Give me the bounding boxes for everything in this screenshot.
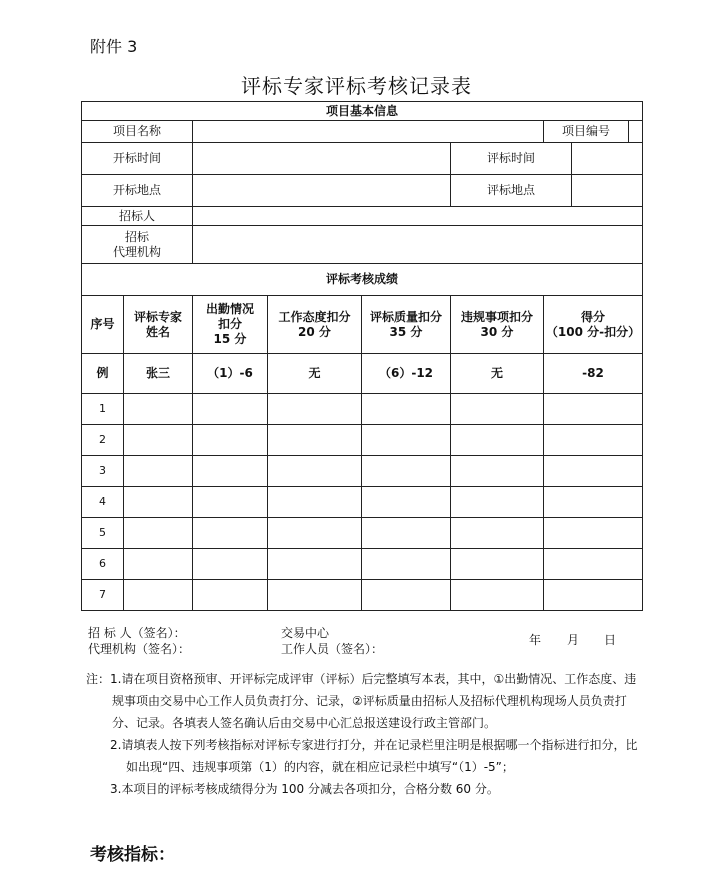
- score-cell[interactable]: [544, 487, 643, 518]
- expert-cell[interactable]: [124, 518, 193, 549]
- attendance-cell[interactable]: [193, 518, 268, 549]
- date-day: 日: [604, 633, 617, 647]
- example-violation: 无: [451, 354, 544, 394]
- score-row: [82, 549, 643, 580]
- col-expert-line2: 姓名: [145, 324, 170, 339]
- col-attitude-line1: 工作态度扣分: [278, 309, 351, 324]
- violation-cell[interactable]: [451, 456, 544, 487]
- eval-time-field[interactable]: [572, 143, 643, 175]
- violation-cell[interactable]: [451, 518, 544, 549]
- tenderer-label: 招标人: [82, 207, 193, 226]
- col-quality-line2: 35 分: [389, 324, 423, 339]
- example-name: 张三: [124, 354, 193, 394]
- tenderer-field[interactable]: [193, 207, 643, 226]
- indicator-heading: 考核指标：: [90, 845, 175, 865]
- agency-label-line2: 代理机构: [112, 244, 161, 259]
- evaluation-record-table: [81, 101, 643, 611]
- attitude-cell[interactable]: [268, 487, 362, 518]
- example-attendance: （1）-6: [193, 354, 268, 394]
- score-row: [82, 518, 643, 549]
- agency-signature: 代理机构（签名）：: [88, 642, 191, 656]
- note-2: 2.请填表人按下列考核指标对评标专家进行打分，并在记录栏里注明是根据哪一个指标进行扣分，比如出现“四、违规事项第（1）的内容，就在相应记录栏中填写“（1）-5”；: [110, 738, 638, 774]
- expert-cell[interactable]: [124, 549, 193, 580]
- row-seq: 2: [82, 425, 124, 456]
- row-seq: 6: [82, 549, 124, 580]
- quality-cell[interactable]: [362, 549, 451, 580]
- agency-label-line1: 招标: [124, 229, 149, 244]
- expert-cell[interactable]: [124, 487, 193, 518]
- tenderer-signature: 招 标 人（签名）：: [88, 626, 186, 640]
- quality-cell[interactable]: [362, 580, 451, 611]
- col-expert-line1: 评标专家: [133, 309, 182, 324]
- eval-place-field[interactable]: [572, 175, 643, 207]
- attitude-cell[interactable]: [268, 425, 362, 456]
- score-row: [82, 580, 643, 611]
- score-cell[interactable]: [544, 580, 643, 611]
- agency-label: [82, 226, 193, 264]
- col-attendance-line1: 出勤情况: [205, 302, 254, 316]
- eval-place-label: 评标地点: [451, 175, 572, 207]
- attitude-cell[interactable]: [268, 394, 362, 425]
- col-quality: [362, 296, 451, 354]
- attitude-cell[interactable]: [268, 518, 362, 549]
- project-name-label: 项目名称: [82, 121, 193, 143]
- score-row: [82, 394, 643, 425]
- score-cell[interactable]: [544, 549, 643, 580]
- violation-cell[interactable]: [451, 425, 544, 456]
- col-attitude: [268, 296, 362, 354]
- example-row: [82, 354, 643, 394]
- row-seq: 3: [82, 456, 124, 487]
- col-violation: [451, 296, 544, 354]
- col-seq: 序号: [82, 296, 124, 354]
- expert-cell[interactable]: [124, 580, 193, 611]
- score-row: [82, 425, 643, 456]
- project-name-field[interactable]: [193, 121, 544, 143]
- open-time-field[interactable]: [193, 143, 451, 175]
- col-violation-line2: 30 分: [480, 324, 514, 339]
- center-label: 交易中心: [281, 626, 330, 640]
- attendance-cell[interactable]: [193, 425, 268, 456]
- expert-cell[interactable]: [124, 394, 193, 425]
- col-score-line1: 得分: [581, 309, 606, 324]
- col-attendance-line3: 15 分: [213, 332, 247, 346]
- attendance-cell[interactable]: [193, 394, 268, 425]
- col-score: [544, 296, 643, 354]
- violation-cell[interactable]: [451, 580, 544, 611]
- date-year: 年: [529, 633, 542, 647]
- quality-cell[interactable]: [362, 394, 451, 425]
- violation-cell[interactable]: [451, 549, 544, 580]
- score-cell[interactable]: [544, 425, 643, 456]
- score-cell[interactable]: [544, 518, 643, 549]
- col-violation-line1: 违规事项扣分: [460, 309, 533, 324]
- example-seq: 例: [82, 354, 124, 394]
- example-quality: （6）-12: [362, 354, 451, 394]
- note-3: 3.本项目的评标考核成绩得分为 100 分减去各项扣分，合格分数 60 分。: [110, 782, 499, 796]
- open-place-field[interactable]: [193, 175, 451, 207]
- staff-signature: 工作人员（签名）：: [281, 642, 384, 656]
- attitude-cell[interactable]: [268, 456, 362, 487]
- col-expert: [124, 296, 193, 354]
- row-seq: 7: [82, 580, 124, 611]
- note-1: 注：1.请在项目资格预审、开评标完成评审（评标）后完整填写本表，其中，①出勤情况、工作态度、违规事项由交易中心工作人员负责打分、记录，②评标质量由招标人及招标代理机构现场人员负责打分、记录。各填表人签名确认后由交易中心汇总报送建设行政主管部门。: [86, 672, 637, 730]
- row-seq: 1: [82, 394, 124, 425]
- attachment-label: 附件 3: [90, 37, 138, 56]
- score-cell[interactable]: [544, 456, 643, 487]
- score-cell[interactable]: [544, 394, 643, 425]
- quality-cell[interactable]: [362, 487, 451, 518]
- col-quality-line1: 评标质量扣分: [369, 309, 442, 324]
- attitude-cell[interactable]: [268, 549, 362, 580]
- example-attitude: 无: [268, 354, 362, 394]
- notes: [86, 668, 646, 800]
- attendance-cell[interactable]: [193, 487, 268, 518]
- col-score-line2: （100 分-扣分）: [545, 324, 641, 339]
- open-time-label: 开标时间: [82, 143, 193, 175]
- eval-time-label: 评标时间: [451, 143, 572, 175]
- project-no-field[interactable]: [629, 121, 642, 142]
- section-scores: 评标考核成绩: [82, 264, 643, 296]
- date-month: 月: [567, 633, 580, 647]
- violation-cell[interactable]: [451, 394, 544, 425]
- score-row: [82, 487, 643, 518]
- col-attitude-line2: 20 分: [298, 324, 331, 339]
- quality-cell[interactable]: [362, 456, 451, 487]
- quality-cell[interactable]: [362, 425, 451, 456]
- attendance-cell[interactable]: [193, 549, 268, 580]
- expert-cell[interactable]: [124, 456, 193, 487]
- score-row: [82, 456, 643, 487]
- quality-cell[interactable]: [362, 518, 451, 549]
- open-place-label: 开标地点: [82, 175, 193, 207]
- project-no-label: 项目编号: [544, 121, 629, 142]
- col-attendance: [193, 296, 268, 354]
- col-attendance-line2: 扣分: [217, 317, 242, 331]
- attitude-cell[interactable]: [268, 580, 362, 611]
- attendance-cell[interactable]: [193, 456, 268, 487]
- section-basic-info: 项目基本信息: [82, 102, 643, 121]
- form-title: 评标专家评标考核记录表: [241, 74, 472, 98]
- attendance-cell[interactable]: [193, 580, 268, 611]
- row-seq: 4: [82, 487, 124, 518]
- row-seq: 5: [82, 518, 124, 549]
- violation-cell[interactable]: [451, 487, 544, 518]
- agency-field[interactable]: [193, 226, 643, 264]
- example-score: -82: [544, 354, 643, 394]
- expert-cell[interactable]: [124, 425, 193, 456]
